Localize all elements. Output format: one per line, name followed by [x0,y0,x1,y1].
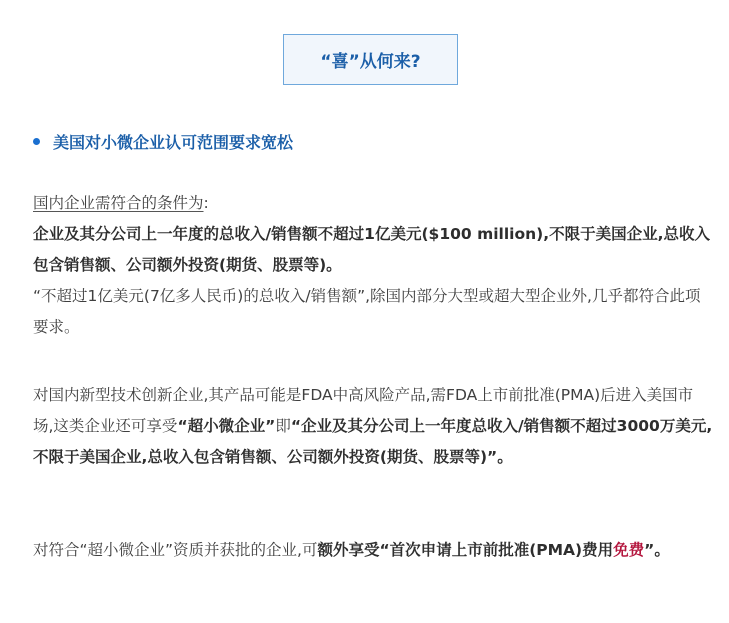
super-small-intro: 对国内新型技术创新企业,其产品可能是FDA中高风险产品,需FDA上市前批准(PMA)后进入美国市场,这类企业还可享受 [33,386,694,435]
fee-waiver-text [33,535,713,566]
fee-waiver-end: ”。 [644,541,670,559]
section-title-box [283,34,458,85]
conditions-label-line [33,188,713,219]
conditions-bold-text: 企业及其分公司上一年度的总收入/销售额不超过1亿美元($100 million),不限于美国企业,总收入包含销售额、公司额外投资(期货、股票等)。 [33,225,711,274]
fee-waiver-free: 免费 [613,541,645,559]
conditions-colon: : [203,194,209,212]
super-small-ji: 即 [275,417,291,435]
fee-waiver-bold: 额外享受“首次申请上市前批准(PMA)费用 [317,541,614,559]
paragraph-super-small-business [33,380,713,473]
section-title: “喜”从何来? [320,52,421,72]
bullet-heading-text: 美国对小微企业认可范围要求宽松 [53,133,294,152]
conditions-note: “不超过1亿美元(7亿多人民币)的总收入/销售额”,除国内部分大型或超大型企业外,几乎都符合此项要求。 [33,287,701,336]
bullet-dot-icon [33,138,40,145]
paragraph-fee-waiver [33,535,713,566]
conditions-label: 国内企业需符合的条件为 [33,194,204,212]
bullet-heading [33,130,293,153]
super-small-term: “超小微企业” [177,417,276,435]
super-small-definition: “企业及其分公司上一年度总收入/销售额不超过3000万美元,不限于美国企业,总收入包含销售额、公司额外投资(期货、股票等)”。 [33,417,713,466]
fee-waiver-intro: 对符合“超小微企业”资质并获批的企业,可 [33,541,318,559]
paragraph-conditions [33,188,713,343]
super-small-business-text [33,380,713,473]
